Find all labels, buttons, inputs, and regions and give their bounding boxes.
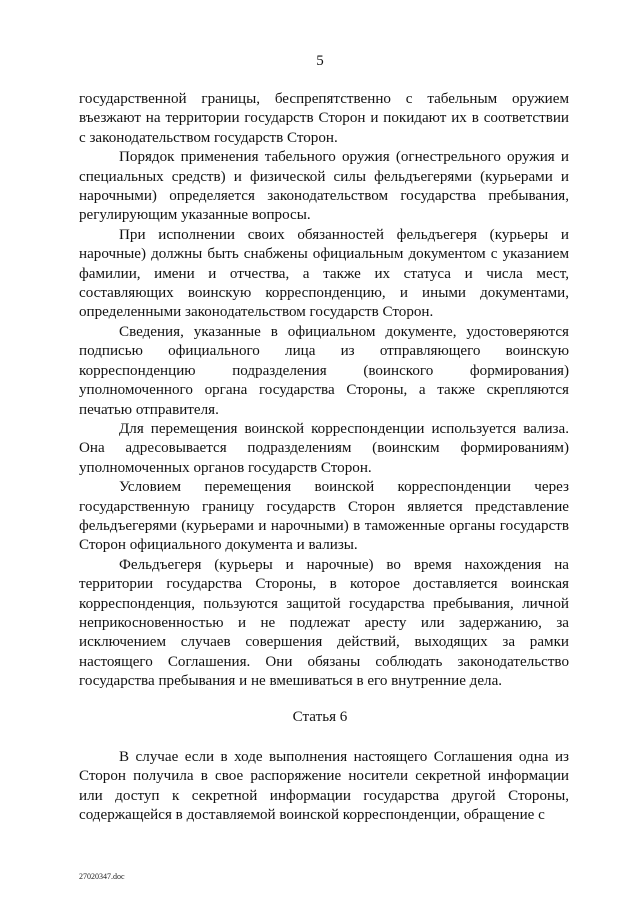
body-text-block bbox=[79, 90, 569, 692]
page-number: 5 bbox=[316, 53, 324, 69]
paragraph-border-crossing: Условием перемещения воинской корреспонденции через государственную границу государств Сторон является представление фельдъегерями (курьерами и нарочными) в таможенные органы государств Сторон официального документа и вализы. bbox=[79, 479, 569, 554]
article-text-block bbox=[79, 748, 569, 826]
paragraph-continuation: государственной границы, беспрепятственно с табельным оружием въезжают на территории государств Сторон и покидают их в соответствии с законодательством государств Сторон. bbox=[79, 91, 569, 146]
paragraph-valise: Для перемещения воинской корреспонденции используется вализа. Она адресовывается подразделениям (воинским формированиям) уполномоченных органов государств Сторон. bbox=[79, 420, 569, 476]
paragraph-document-certification: Сведения, указанные в официальном документе, удостоверяются подписью официального лица из отправляющего воинскую корреспонденцию подразделения (воинского формирования) уполномоченного органа государства Стороны, а также скрепляются печатью отправителя. bbox=[79, 323, 569, 418]
paragraph-weapons-use: Порядок применения табельного оружия (огнестрельного оружия и специальных средств) и физической силы фельдъегерями (курьерами и нарочными) определяется законодательством государства пребывания, регулирующим указанные вопросы. bbox=[79, 149, 569, 224]
footer-filename: 27020347.doc bbox=[79, 872, 125, 881]
paragraph-secret-information: В случае если в ходе выполнения настоящего Соглашения одна из Сторон получила в свое распоряжение носители секретной информации или доступ к секретной информации государства другой Стороны, содержащейся в доставляемой воинской корреспонденции, обращение с bbox=[79, 749, 569, 824]
article-heading: Статья 6 bbox=[292, 709, 348, 725]
paragraph-couriers-protection: Фельдъегеря (курьеры и нарочные) во время нахождения на территории государства Стороны, в которое доставляется воинская корреспонденция, пользуются защитой государства пребывания, личной неприкосновенностью и не подлежат аресту или задержанию, за исключением случаев совершения действий, выходящих за рамки настоящего Соглашения. Они обязаны соблюдать законодательство государства пребывания и не вмешиваться в его внутренние дела. bbox=[79, 556, 569, 690]
paragraph-official-document: При исполнении своих обязанностей фельдъегеря (курьеры и нарочные) должны быть снабжены официальным документом с указанием фамилии, имени и отчества, а также их статуса и числа мест, составляющих воинскую корреспонденцию, и иными документами, определенными законодательством государств Сторон. bbox=[79, 226, 569, 321]
